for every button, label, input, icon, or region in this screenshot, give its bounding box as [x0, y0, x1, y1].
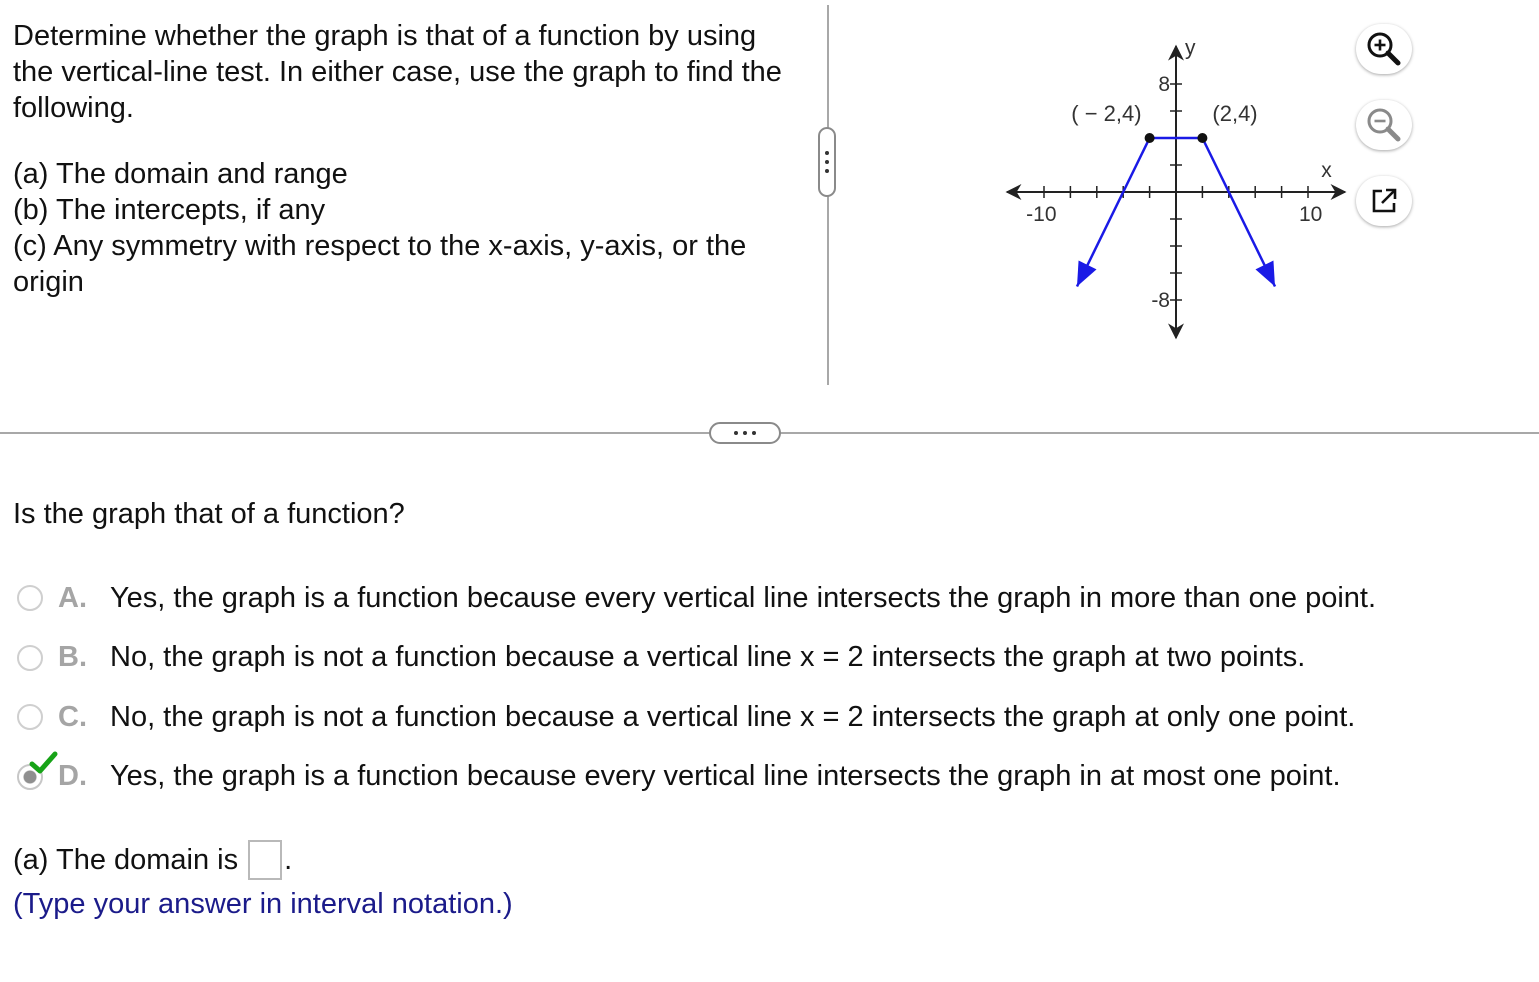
problem-statement [13, 18, 803, 300]
option-a[interactable] [14, 578, 1514, 618]
handle-dot [825, 169, 829, 173]
option-b-radio[interactable] [17, 645, 43, 671]
option-letter: B. [58, 641, 87, 673]
x-min-tick-label: -10 [1026, 203, 1057, 226]
handle-dot [825, 151, 829, 155]
zoom-in-icon [1365, 30, 1403, 68]
option-c[interactable] [14, 697, 1514, 737]
graph-point [1145, 133, 1155, 143]
x-max-tick-label: 10 [1298, 203, 1323, 226]
problem-part-a: (a) The domain and range [13, 158, 348, 190]
zoom-out-button[interactable] [1356, 100, 1412, 150]
domain-answer-suffix: . [284, 844, 293, 876]
zoom-in-button[interactable] [1356, 24, 1412, 74]
point-label-right: (2,4) [1212, 101, 1258, 126]
domain-answer-input[interactable] [248, 840, 282, 880]
option-b[interactable] [14, 638, 1514, 678]
option-letter: C. [58, 700, 87, 733]
function-graph [995, 40, 1355, 345]
graph-point [1197, 133, 1207, 143]
y-min-tick-label: -8 [1151, 289, 1170, 312]
problem-part-b: (b) The intercepts, if any [13, 194, 326, 226]
option-letter: D. [58, 760, 87, 792]
problem-parts [13, 156, 803, 300]
handle-dot [825, 160, 829, 164]
option-letter: A. [58, 581, 87, 614]
option-text: Yes, the graph is a function because every vertical line intersects the graph in at most one point. [110, 760, 1341, 792]
graph-labels [1026, 40, 1332, 312]
popout-button[interactable] [1356, 176, 1412, 226]
problem-part-c: (c) Any symmetry with respect to the x-axis, y-axis, or the origin [13, 230, 747, 298]
vertical-splitter-handle[interactable] [818, 127, 836, 197]
point-label-left: ( − 2,4) [1071, 101, 1142, 126]
zoom-out-icon [1365, 106, 1403, 144]
option-c-radio[interactable] [17, 704, 43, 730]
horizontal-splitter-handle[interactable] [709, 422, 781, 444]
y-axis-label: y [1185, 40, 1196, 60]
answer-options [14, 578, 1514, 797]
option-text: No, the graph is not a function because a vertical line x = 2 intersects the graph at only one point. [110, 700, 1356, 733]
graph-axes [1007, 46, 1345, 338]
domain-answer-prefix: (a) The domain is [13, 844, 239, 876]
external-link-icon [1369, 186, 1399, 216]
handle-dot [743, 431, 747, 435]
domain-answer-line [13, 840, 292, 880]
problem-intro: Determine whether the graph is that of a function by using the vertical-line test. In either case, use the graph to find the following. [13, 20, 782, 124]
handle-dot [734, 431, 738, 435]
option-text: No, the graph is not a function because a vertical line x = 2 intersects the graph at two points. [110, 641, 1306, 673]
question-prompt: Is the graph that of a function? [13, 498, 405, 530]
checkmark-icon [29, 751, 59, 777]
handle-dot [752, 431, 756, 435]
y-max-tick-label: 8 [1158, 73, 1170, 96]
option-text: Yes, the graph is a function because every vertical line intersects the graph in more than one point. [110, 581, 1377, 614]
option-a-radio[interactable] [17, 585, 43, 611]
option-d[interactable] [14, 757, 1514, 797]
x-axis-label: x [1321, 159, 1332, 182]
answer-hint: (Type your answer in interval notation.) [13, 888, 513, 920]
